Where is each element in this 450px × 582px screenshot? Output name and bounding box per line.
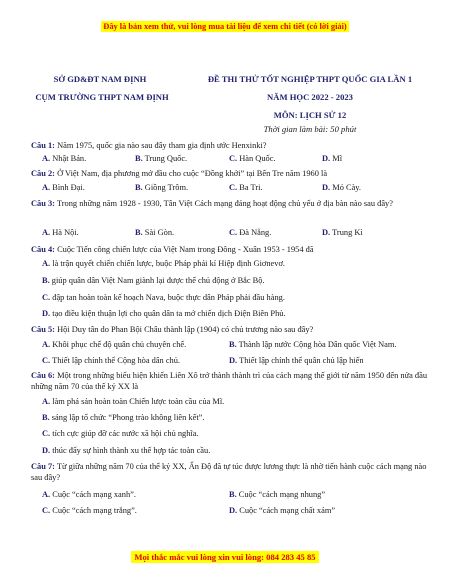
option-key: A. bbox=[42, 154, 51, 163]
option-key: B. bbox=[42, 413, 50, 422]
option-c bbox=[42, 429, 199, 438]
question-text: Ở Việt Nam, địa phương mở đầu cho cuộc “Đồng khởi” tại Bến Tre năm 1960 là bbox=[57, 169, 328, 178]
option-text: Trung Quốc. bbox=[144, 154, 188, 163]
option-text: Thiết lập chính thể Cộng hòa dân chủ. bbox=[52, 356, 181, 365]
option-a bbox=[42, 397, 224, 406]
option-key: B. bbox=[135, 228, 143, 237]
option-text: Nhật Bản. bbox=[52, 154, 87, 163]
option-c bbox=[229, 228, 271, 237]
option-text: Giồng Trôm. bbox=[144, 183, 189, 192]
option-key: C. bbox=[42, 506, 51, 515]
option-text: Bình Đại. bbox=[52, 183, 85, 192]
contact-banner bbox=[0, 552, 450, 562]
question-text: Hội Duy tân do Phan Bội Châu thành lập (1904) có chủ trương nào sau đây? bbox=[57, 325, 314, 334]
question-text: Cuộc Tiến công chiến lược của Việt Nam trong Đông - Xuân 1953 - 1954 đã bbox=[57, 245, 314, 254]
option-text: giúp quân dân Việt Nam giành lại được thế chủ động ở Bắc Bộ. bbox=[51, 276, 265, 285]
question-label: Câu 5: bbox=[31, 325, 55, 334]
option-text: Trung Kì bbox=[332, 228, 363, 237]
option-text: sáng lập tổ chức “Phong trào không liên kết”. bbox=[51, 413, 205, 422]
question-label: Câu 2: bbox=[31, 169, 55, 178]
department-name: SỞ GD&ĐT NAM ĐỊNH bbox=[53, 74, 147, 84]
option-text: thúc đẩy sự hình thành xu thế hợp tác toàn cầu. bbox=[52, 446, 211, 455]
question-5 bbox=[31, 324, 429, 335]
question-6 bbox=[31, 370, 429, 392]
option-d bbox=[322, 228, 363, 237]
option-a bbox=[42, 183, 85, 192]
option-text: Sài Gòn. bbox=[144, 228, 175, 237]
option-key: A. bbox=[42, 228, 51, 237]
contact-banner-text: Mọi thắc mắc vui lòng xin vui lòng: 084 283 45 85 bbox=[131, 551, 318, 563]
question-label: Câu 1: bbox=[31, 141, 55, 150]
option-key: D. bbox=[42, 309, 51, 318]
option-text: Khôi phục chế độ quân chủ chuyên chế. bbox=[52, 340, 187, 349]
option-key: D. bbox=[322, 154, 331, 163]
question-label: Câu 4: bbox=[31, 245, 55, 254]
school-cluster-name: CỤM TRƯỜNG THPT NAM ĐỊNH bbox=[35, 92, 169, 102]
option-key: B. bbox=[135, 183, 143, 192]
question-text: Một trong những biểu hiện khiến Liên Xô trở thành thành trì của cách mạng thế giới từ năm 1950 đến nửa đầu những năm 70 của thế kỷ XX là bbox=[31, 371, 428, 391]
option-a bbox=[42, 340, 186, 349]
option-d bbox=[322, 183, 361, 192]
option-text: là trận quyết chiến chiến lược, buộc Pháp phải kí Hiệp định Giơnevơ. bbox=[52, 259, 285, 268]
option-text: Cuộc “cách mạng trắng”. bbox=[52, 506, 137, 515]
question-label: Câu 7: bbox=[31, 462, 55, 471]
question-7 bbox=[31, 461, 429, 483]
option-key: B. bbox=[229, 340, 237, 349]
option-key: A. bbox=[42, 397, 51, 406]
option-d bbox=[42, 309, 286, 318]
question-label: Câu 6: bbox=[31, 371, 55, 380]
option-text: Hà Nội. bbox=[52, 228, 79, 237]
question-label: Câu 3: bbox=[31, 199, 55, 208]
option-text: Thiết lập chính thể quân chủ lập hiến bbox=[239, 356, 364, 365]
option-a bbox=[42, 259, 285, 268]
preview-banner-text: Đây là bản xem thử, vui lòng mua tài liệu để xem chi tiết (có lời giải) bbox=[103, 22, 347, 31]
option-c bbox=[42, 293, 285, 302]
question-text: Năm 1975, quốc gia nào sau đây tham gia định ước Henxinki? bbox=[57, 141, 267, 150]
option-text: tích cực giúp đỡ các nước xã hội chủ nghĩa. bbox=[52, 429, 199, 438]
preview-banner bbox=[0, 22, 450, 31]
question-4 bbox=[31, 244, 429, 255]
option-key: C. bbox=[42, 429, 51, 438]
option-a bbox=[42, 228, 79, 237]
option-d bbox=[229, 506, 335, 515]
time-limit: Thời gian làm bài: 50 phút bbox=[263, 124, 357, 134]
question-2 bbox=[31, 168, 429, 179]
option-key: C. bbox=[229, 183, 238, 192]
option-key: D. bbox=[42, 446, 51, 455]
option-text: Hàn Quốc. bbox=[239, 154, 276, 163]
option-key: B. bbox=[42, 276, 50, 285]
option-key: D. bbox=[322, 183, 331, 192]
option-key: C. bbox=[229, 228, 238, 237]
option-d bbox=[322, 154, 342, 163]
option-text: tạo điều kiện thuận lợi cho quân dân ta mở chiến dịch Điện Biên Phủ. bbox=[52, 309, 286, 318]
option-text: Cuộc “cách mạng chất xám” bbox=[239, 506, 336, 515]
option-key: A. bbox=[42, 490, 51, 499]
option-key: D. bbox=[322, 228, 331, 237]
option-key: C. bbox=[42, 356, 51, 365]
option-b bbox=[229, 340, 397, 349]
option-text: làm phá sản hoàn toàn Chiến lược toàn cầu của Mĩ. bbox=[52, 397, 225, 406]
option-b bbox=[42, 413, 204, 422]
option-key: C. bbox=[42, 293, 51, 302]
option-key: D. bbox=[229, 506, 238, 515]
exam-title: ĐỀ THI THỬ TỐT NGHIỆP THPT QUỐC GIA LẦN 1 bbox=[207, 74, 413, 84]
question-text: Từ giữa những năm 70 của thế kỷ XX, Ấn Độ đã tự túc được lương thực là nhờ tiến hành cuộc cách mạng nào sau đây? bbox=[31, 462, 427, 482]
option-b bbox=[229, 490, 325, 499]
option-d bbox=[42, 446, 210, 455]
option-key: D. bbox=[229, 356, 238, 365]
option-key: A. bbox=[42, 340, 51, 349]
option-text: Ba Tri. bbox=[239, 183, 263, 192]
option-key: A. bbox=[42, 183, 51, 192]
option-text: đập tan hoàn toàn kế hoạch Nava, buộc thực dân Pháp phải đầu hàng. bbox=[52, 293, 285, 302]
option-b bbox=[135, 154, 187, 163]
option-text: Thành lập nước Cộng hòa Dân quốc Việt Nam. bbox=[238, 340, 397, 349]
option-c bbox=[42, 356, 180, 365]
option-key: A. bbox=[42, 259, 51, 268]
option-text: Mĩ bbox=[332, 154, 343, 163]
question-1 bbox=[31, 140, 429, 151]
option-c bbox=[229, 154, 276, 163]
question-text: Trong những năm 1928 - 1930, Tân Việt Cách mạng đảng hoạt động chủ yếu ở địa bàn nào sau đây? bbox=[56, 199, 393, 208]
option-a bbox=[42, 490, 136, 499]
option-key: B. bbox=[229, 490, 237, 499]
option-c bbox=[229, 183, 263, 192]
option-c bbox=[42, 506, 137, 515]
option-key: B. bbox=[135, 154, 143, 163]
option-b bbox=[42, 276, 265, 285]
option-text: Cuộc “cách mạng nhung” bbox=[238, 490, 326, 499]
option-key: C. bbox=[229, 154, 238, 163]
subject: MÔN: LỊCH SỬ 12 bbox=[273, 110, 347, 120]
option-text: Cuộc “cách mạng xanh”. bbox=[52, 490, 136, 499]
option-a bbox=[42, 154, 86, 163]
option-b bbox=[135, 228, 174, 237]
option-text: Đà Nẵng. bbox=[239, 228, 272, 237]
option-text: Mỏ Cày. bbox=[332, 183, 362, 192]
option-b bbox=[135, 183, 188, 192]
question-3 bbox=[31, 198, 429, 209]
option-d bbox=[229, 356, 364, 365]
school-year: NĂM HỌC 2022 - 2023 bbox=[267, 92, 353, 102]
